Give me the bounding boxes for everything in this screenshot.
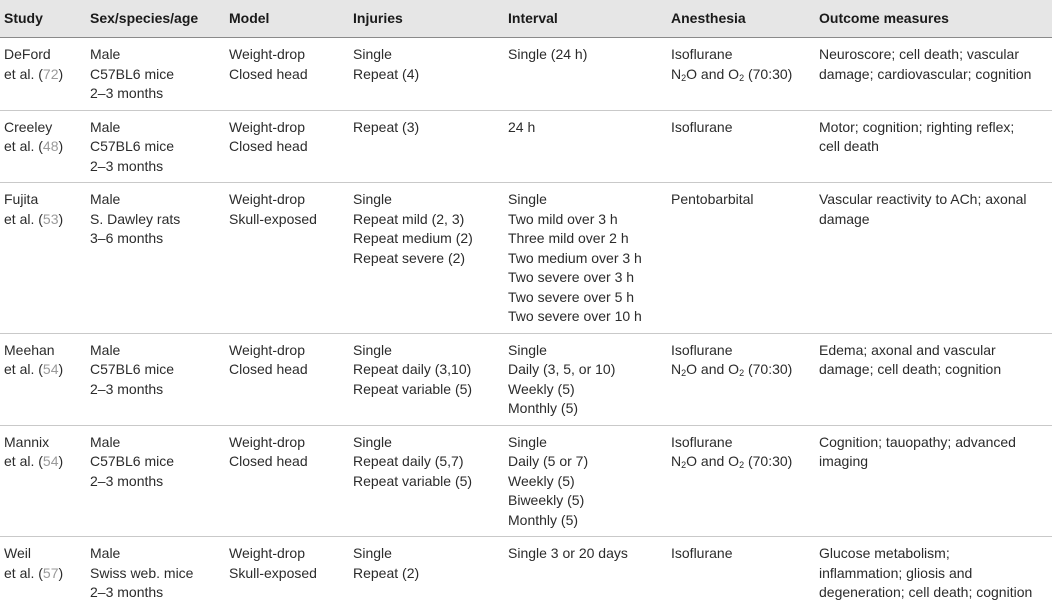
interval-cell xyxy=(504,333,667,425)
interval-line: Two severe over 5 h xyxy=(508,288,635,305)
sex-species-age-cell xyxy=(86,333,225,425)
study-citation xyxy=(4,452,82,472)
injuries-cell xyxy=(349,425,504,537)
interval-line: Daily (5 or 7) xyxy=(508,453,589,469)
header-row xyxy=(0,0,1052,38)
anesthesia-gas-mixture xyxy=(671,452,811,472)
interval-line: Single 3 or 20 days xyxy=(508,545,628,561)
sex-species-age-cell xyxy=(86,110,225,183)
interval-line: Single xyxy=(508,341,547,358)
anesthesia-cell xyxy=(667,537,815,609)
injuries-line: Repeat (4) xyxy=(353,65,420,82)
reference-link[interactable]: 53 xyxy=(42,210,59,227)
sex-species-age-cell xyxy=(86,38,225,111)
reference-link[interactable]: 72 xyxy=(42,65,59,82)
sex-species-age-line: C57BL6 mice xyxy=(90,361,175,377)
gas-n: N xyxy=(671,453,682,469)
gas-mid: O and O xyxy=(686,65,740,82)
gas-mid: O and O xyxy=(686,361,740,377)
sex-species-age-line: Male xyxy=(90,341,121,358)
anesthesia-cell xyxy=(667,38,815,111)
study-citation xyxy=(4,564,82,584)
outcome-line: degeneration; cell death; cognition xyxy=(819,584,1033,600)
injuries-cell xyxy=(349,333,504,425)
outcome-cell xyxy=(815,333,1052,425)
reference-link[interactable]: 48 xyxy=(42,138,59,154)
outcome-line: Cognition; tauopathy; advanced xyxy=(819,433,1016,450)
model-line: Closed head xyxy=(229,453,308,469)
table-row xyxy=(0,537,1052,609)
injuries-line: Single xyxy=(353,46,392,62)
gas-o-subscript: 2 xyxy=(739,72,745,83)
injuries-line: Single xyxy=(353,545,392,561)
injuries-cell xyxy=(349,38,504,111)
outcome-line: Vascular reactivity to ACh; axonal xyxy=(819,191,1027,207)
interval-line: Weekly (5) xyxy=(508,472,575,489)
gas-n-subscript: 2 xyxy=(681,368,687,378)
injuries-line: Repeat daily (3,10) xyxy=(353,361,472,377)
sex-species-age-line: 2–3 months xyxy=(90,380,164,397)
anesthesia-gas-mixture xyxy=(671,65,811,85)
interval-line: Two medium over 3 h xyxy=(508,249,642,266)
injuries-line: Repeat variable (5) xyxy=(353,380,473,397)
citation-suffix: ) xyxy=(58,453,64,469)
anesthesia-gas-mixture xyxy=(671,360,811,380)
injuries-cell xyxy=(349,183,504,334)
table-row xyxy=(0,333,1052,425)
outcome-line: Edema; axonal and vascular xyxy=(819,341,996,358)
interval-line: Monthly (5) xyxy=(508,511,579,528)
anesthesia-agent: Isoflurane xyxy=(671,46,733,62)
model-line: Weight-drop xyxy=(229,46,306,62)
injuries-line: Repeat variable (5) xyxy=(353,472,473,489)
interval-line: 24 h xyxy=(508,118,536,135)
injuries-cell xyxy=(349,110,504,183)
study-citation xyxy=(4,360,82,380)
table-body xyxy=(0,38,1052,609)
outcome-cell xyxy=(815,38,1052,111)
table-row xyxy=(0,183,1052,334)
study-cell xyxy=(0,183,86,334)
sex-species-age-line: S. Dawley rats xyxy=(90,210,181,227)
sex-species-age-line: Male xyxy=(90,118,121,135)
anesthesia-agent: Isoflurane xyxy=(671,118,733,135)
table-row xyxy=(0,38,1052,111)
model-cell xyxy=(225,333,349,425)
outcome-line: Glucose metabolism; xyxy=(819,545,950,561)
column-header-outcome-measures: Outcome measures xyxy=(815,0,1052,38)
model-line: Closed head xyxy=(229,65,308,82)
citation-prefix: et al. ( xyxy=(4,361,43,377)
model-cell xyxy=(225,537,349,609)
sex-species-age-line: Male xyxy=(90,545,121,561)
citation-prefix: et al. ( xyxy=(4,453,43,469)
study-cell xyxy=(0,425,86,537)
gas-n-subscript: 2 xyxy=(681,460,687,470)
injuries-line: Single xyxy=(353,433,392,450)
interval-cell xyxy=(504,183,667,334)
citation-prefix: et al. ( xyxy=(4,65,43,82)
interval-cell xyxy=(504,38,667,111)
interval-line: Single (24 h) xyxy=(508,46,588,62)
model-line: Weight-drop xyxy=(229,341,306,358)
model-cell xyxy=(225,425,349,537)
outcome-cell xyxy=(815,537,1052,609)
sex-species-age-cell xyxy=(86,537,225,609)
study-author: Meehan xyxy=(4,341,55,358)
sex-species-age-line: Male xyxy=(90,46,121,62)
outcome-line: Motor; cognition; righting reflex; xyxy=(819,118,1015,135)
gas-n: N xyxy=(671,361,682,377)
study-cell xyxy=(0,333,86,425)
model-line: Weight-drop xyxy=(229,191,306,207)
model-line: Weight-drop xyxy=(229,545,306,561)
gas-ratio: (70:30) xyxy=(744,453,793,469)
injuries-line: Single xyxy=(353,341,392,358)
interval-line: Monthly (5) xyxy=(508,400,579,416)
sex-species-age-cell xyxy=(86,425,225,537)
injuries-line: Repeat mild (2, 3) xyxy=(353,210,465,227)
study-citation xyxy=(4,65,82,85)
table-header xyxy=(0,0,1052,38)
outcome-line: damage; cardiovascular; cognition xyxy=(819,65,1032,82)
injuries-line: Repeat daily (5,7) xyxy=(353,453,464,469)
study-citation xyxy=(4,210,82,230)
anesthesia-agent: Isoflurane xyxy=(671,341,733,358)
interval-line: Two mild over 3 h xyxy=(508,210,618,227)
interval-line: Two severe over 10 h xyxy=(508,308,642,324)
injuries-line: Repeat medium (2) xyxy=(353,230,473,246)
column-header-sex-species-age: Sex/species/age xyxy=(86,0,225,38)
interval-line: Single xyxy=(508,191,547,207)
column-header-anesthesia: Anesthesia xyxy=(667,0,815,38)
interval-cell xyxy=(504,537,667,609)
outcome-line: cell death xyxy=(819,138,879,154)
interval-line: Weekly (5) xyxy=(508,380,575,397)
sex-species-age-line: 2–3 months xyxy=(90,85,164,101)
gas-n-subscript: 2 xyxy=(681,72,687,83)
sex-species-age-line: C57BL6 mice xyxy=(90,453,175,469)
sex-species-age-line: Swiss web. mice xyxy=(90,564,194,581)
anesthesia-cell xyxy=(667,183,815,334)
sex-species-age-line: C57BL6 mice xyxy=(90,65,175,82)
injuries-line: Single xyxy=(353,191,392,207)
anesthesia-cell xyxy=(667,425,815,537)
anesthesia-agent: Isoflurane xyxy=(671,433,733,450)
outcome-line: Neuroscore; cell death; vascular xyxy=(819,46,1019,62)
interval-line: Daily (3, 5, or 10) xyxy=(508,361,616,377)
interval-line: Two severe over 3 h xyxy=(508,269,635,285)
sex-species-age-line: 3–6 months xyxy=(90,230,164,246)
study-author: Mannix xyxy=(4,433,50,450)
reference-link[interactable]: 57 xyxy=(42,564,59,581)
citation-prefix: et al. ( xyxy=(4,210,43,227)
study-author: Fujita xyxy=(4,191,39,207)
model-cell xyxy=(225,110,349,183)
model-line: Skull-exposed xyxy=(229,210,317,227)
column-header-study: Study xyxy=(0,0,86,38)
gas-n: N xyxy=(671,65,682,82)
anesthesia-agent: Pentobarbital xyxy=(671,191,754,207)
interval-line: Biweekly (5) xyxy=(508,492,585,508)
outcome-line: inflammation; gliosis and xyxy=(819,564,973,581)
interval-line: Three mild over 2 h xyxy=(508,230,629,246)
interval-line: Single xyxy=(508,433,547,450)
sex-species-age-line: 2–3 months xyxy=(90,584,164,600)
study-author: DeFord xyxy=(4,46,51,62)
model-line: Weight-drop xyxy=(229,118,306,135)
sex-species-age-line: 2–3 months xyxy=(90,157,164,174)
column-header-interval: Interval xyxy=(504,0,667,38)
outcome-line: imaging xyxy=(819,453,869,469)
injuries-line: Repeat (2) xyxy=(353,564,420,581)
citation-prefix: et al. ( xyxy=(4,138,43,154)
citation-suffix: ) xyxy=(58,138,64,154)
study-cell xyxy=(0,38,86,111)
gas-o-subscript: 2 xyxy=(739,460,745,470)
model-line: Weight-drop xyxy=(229,433,306,450)
model-line: Closed head xyxy=(229,138,308,154)
model-cell xyxy=(225,38,349,111)
outcome-cell xyxy=(815,110,1052,183)
injuries-cell xyxy=(349,537,504,609)
injuries-line: Repeat (3) xyxy=(353,118,420,135)
study-cell xyxy=(0,537,86,609)
sex-species-age-line: 2–3 months xyxy=(90,472,164,489)
citation-suffix: ) xyxy=(58,564,64,581)
citation-suffix: ) xyxy=(58,210,64,227)
interval-cell xyxy=(504,425,667,537)
anesthesia-cell xyxy=(667,110,815,183)
injuries-line: Repeat severe (2) xyxy=(353,249,466,266)
study-author: Creeley xyxy=(4,118,53,135)
anesthesia-agent: Isoflurane xyxy=(671,545,733,561)
citation-suffix: ) xyxy=(58,65,64,82)
citation-suffix: ) xyxy=(58,361,64,377)
gas-o-subscript: 2 xyxy=(739,368,745,378)
outcome-line: damage; cell death; cognition xyxy=(819,361,1002,377)
gas-ratio: (70:30) xyxy=(744,65,793,82)
outcome-line: damage xyxy=(819,210,870,227)
sex-species-age-line: Male xyxy=(90,191,121,207)
sex-species-age-cell xyxy=(86,183,225,334)
outcome-cell xyxy=(815,183,1052,334)
model-line: Skull-exposed xyxy=(229,564,317,581)
model-line: Closed head xyxy=(229,361,308,377)
study-author: Weil xyxy=(4,545,31,561)
table-row xyxy=(0,425,1052,537)
study-citation xyxy=(4,137,82,157)
outcome-cell xyxy=(815,425,1052,537)
reference-link[interactable]: 54 xyxy=(42,453,59,469)
reference-link[interactable]: 54 xyxy=(42,361,59,377)
study-cell xyxy=(0,110,86,183)
gas-mid: O and O xyxy=(686,453,740,469)
model-cell xyxy=(225,183,349,334)
table-row xyxy=(0,110,1052,183)
gas-ratio: (70:30) xyxy=(744,361,793,377)
interval-cell xyxy=(504,110,667,183)
column-header-model: Model xyxy=(225,0,349,38)
column-header-injuries: Injuries xyxy=(349,0,504,38)
sex-species-age-line: Male xyxy=(90,433,121,450)
anesthesia-cell xyxy=(667,333,815,425)
sex-species-age-line: C57BL6 mice xyxy=(90,138,175,154)
citation-prefix: et al. ( xyxy=(4,564,43,581)
